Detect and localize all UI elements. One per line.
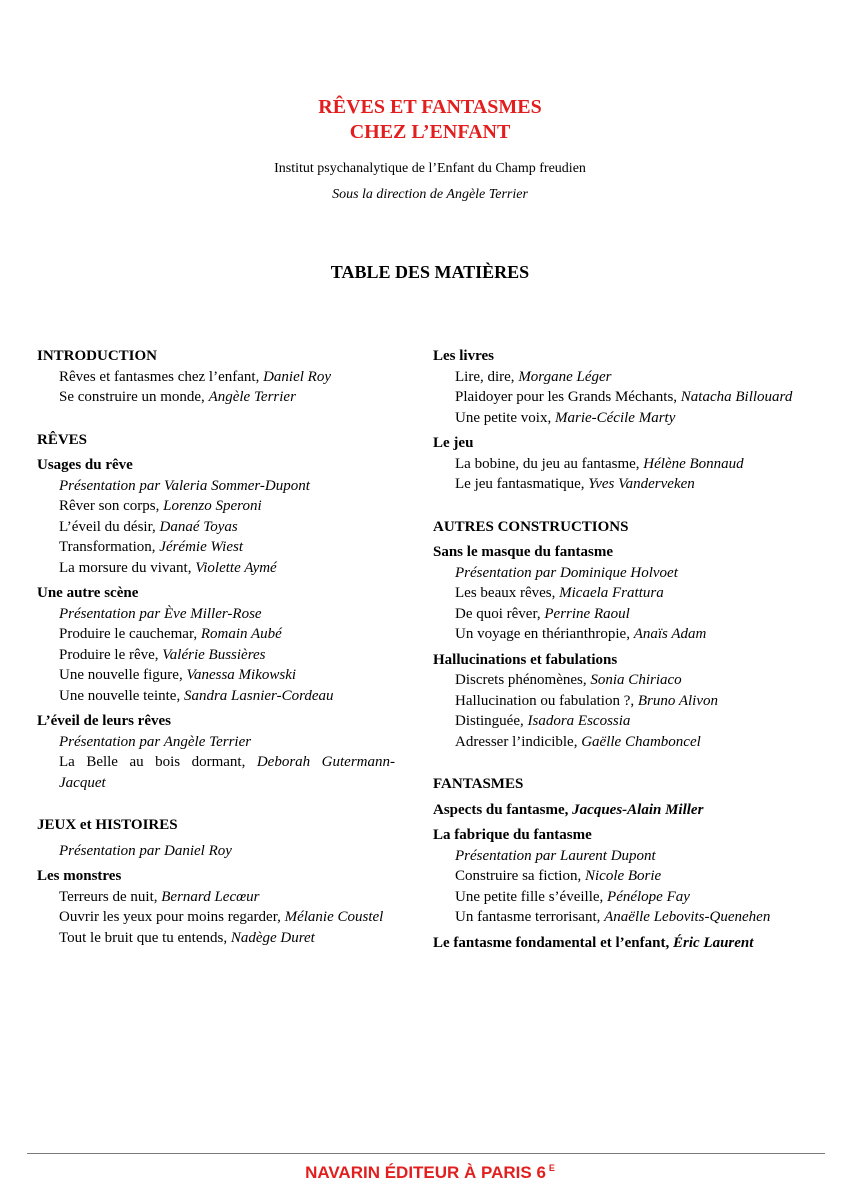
entry-title: De quoi rêver, [455, 605, 545, 622]
toc-entry [37, 558, 395, 579]
group-title [433, 800, 813, 821]
toc-entry [37, 686, 395, 707]
group-title [433, 650, 813, 671]
group-title-text: Les livres [433, 348, 494, 364]
toc-entry [433, 583, 813, 604]
section-title: FANTASMES [433, 776, 524, 792]
entry-author: Valérie Bussières [162, 646, 266, 663]
publisher-superscript: E [548, 1163, 555, 1174]
toc-section [37, 430, 395, 794]
toc-entry [37, 604, 395, 625]
toc-section [37, 346, 395, 408]
direction-line: Sous la direction de Angèle Terrier [332, 187, 528, 202]
entry-author: Bruno Alivon [637, 692, 719, 709]
toc-group [37, 866, 395, 948]
footer-divider [27, 1153, 825, 1154]
toc-entry [37, 387, 395, 408]
group-title [37, 711, 395, 732]
entry-author: Jérémie Wiest [159, 539, 243, 555]
toc-section [433, 517, 813, 753]
toc-entry [433, 387, 813, 408]
entry-title: Un fantasme terrorisant, [455, 909, 605, 925]
toc-entry [37, 496, 395, 517]
entry-author: Perrine Raoul [544, 605, 630, 622]
toc-group [433, 800, 813, 821]
toc-group [37, 455, 395, 578]
toc-entry [37, 517, 395, 538]
entry-author: Pénélope Fay [607, 888, 690, 905]
toc-entry [433, 454, 813, 475]
entry-author: Anaëlle Lebovits-Quenehen [604, 909, 771, 925]
toc-heading: TABLE DES MATIÈRES [330, 262, 530, 282]
toc-group [433, 650, 813, 753]
group-title-text: La fabrique du fantasme [433, 827, 592, 843]
publisher-footer [0, 1163, 860, 1183]
group-title-text: Le jeu [433, 435, 474, 451]
toc-group [37, 711, 395, 793]
group-title-text: L’éveil de leurs rêves [37, 713, 171, 729]
book-title-line1: RÊVES ET FANTASMES [318, 96, 542, 118]
entry-author: Nicole Borie [584, 868, 662, 884]
entry-author: Romain Aubé [200, 626, 282, 642]
entry-author: Marie-Cécile Marty [554, 409, 676, 426]
toc-entry [433, 846, 813, 867]
presentation-line: Présentation par Dominique Holvoet [455, 564, 678, 581]
entry-author: Anaïs Adam [633, 626, 707, 642]
entry-title: La bobine, du jeu au fantasme, [455, 455, 644, 472]
toc-entry [37, 665, 395, 686]
toc-entry [37, 537, 395, 558]
toc-entry [433, 711, 813, 732]
entry-author: Vanessa Mikowski [186, 667, 297, 683]
entry-author: Hélène Bonnaud [643, 455, 744, 472]
header [0, 95, 860, 203]
entry-title: Construire sa fiction, [455, 868, 585, 884]
entry-author: Sonia Chiriaco [590, 672, 682, 688]
book-title-line2: CHEZ L’ENFANT [349, 121, 511, 143]
entry-title: Une nouvelle figure, [59, 667, 187, 683]
entry-title: Une nouvelle teinte, [59, 687, 184, 704]
entry-author: Micaela Frattura [559, 585, 664, 601]
entry-author: Nadège Duret [230, 929, 315, 946]
toc-entry [37, 907, 395, 928]
group-title [37, 455, 395, 476]
toc-entry [433, 367, 813, 388]
entry-title: Tout le bruit que tu entends, [59, 929, 231, 946]
entry-title: Une petite fille s’éveille, [455, 888, 608, 905]
presentation-line: Présentation par Ève Miller-Rose [59, 605, 262, 622]
toc-right-column [433, 346, 813, 975]
toc-entry [433, 624, 813, 645]
group-title-text: Usages du rêve [37, 457, 133, 473]
entry-author: Bernard Lecœur [161, 888, 260, 905]
section-title: INTRODUCTION [37, 348, 158, 364]
entry-title: L’éveil du désir, [59, 518, 160, 535]
toc-group [37, 583, 395, 706]
entry-title: La morsure du vivant, [59, 559, 196, 576]
section-title: AUTRES CONSTRUCTIONS [433, 518, 629, 535]
section-title: RÊVES [37, 431, 88, 448]
section-title: JEUX et HISTOIRES [37, 817, 178, 833]
group-title [433, 433, 813, 454]
toc-section [433, 774, 813, 953]
toc-entry [37, 367, 395, 388]
entry-title: Ouvrir les yeux pour moins regarder, [59, 909, 285, 925]
toc-entry [433, 732, 813, 753]
toc-entry [433, 866, 813, 887]
group-title [433, 933, 813, 954]
presentation-line: Présentation par Laurent Dupont [455, 847, 656, 864]
entry-title: Rêves et fantasmes chez l’enfant, [59, 368, 264, 385]
toc-entry [433, 907, 813, 928]
entry-title: La Belle au bois dormant, [59, 754, 257, 770]
toc-entry [37, 476, 395, 497]
toc-entry [433, 474, 813, 495]
entry-title: Plaidoyer pour les Grands Méchants, [455, 389, 681, 405]
entry-title: Discrets phénomènes, [455, 672, 591, 688]
group-title-author: Jacques-Alain Miller [572, 801, 704, 818]
toc-left-column [37, 346, 395, 970]
group-title-author: Éric Laurent [672, 934, 754, 951]
entry-title: Le jeu fantasmatique, [455, 476, 589, 492]
entry-author: Isadora Escossia [527, 713, 631, 729]
toc-group [433, 346, 813, 428]
group-title [433, 542, 813, 563]
toc-group [433, 825, 813, 928]
toc-entry [37, 752, 395, 793]
entry-title: Hallucination ou fabulation ?, [455, 692, 638, 709]
group-title-text: Hallucinations et fabulations [433, 651, 618, 668]
toc-entry [433, 604, 813, 625]
entry-title: Les beaux rêves, [455, 585, 560, 601]
entry-title: Un voyage en thérianthropie, [455, 626, 634, 642]
group-title-text: Une autre scène [37, 585, 139, 601]
group-title [37, 583, 395, 604]
toc-entry [433, 563, 813, 584]
group-title [433, 825, 813, 846]
toc-entry [433, 887, 813, 908]
group-title-text: Le fantasme fondamental et l’enfant, [433, 934, 673, 951]
toc-group [433, 542, 813, 645]
presentation-line: Présentation par Valeria Sommer-Dupont [59, 477, 310, 494]
entry-author: Morgane Léger [518, 368, 612, 385]
toc-entry [37, 732, 395, 753]
entry-title: Produire le cauchemar, [59, 626, 201, 642]
entry-author: Violette Aymé [195, 559, 277, 576]
entry-author: Gaëlle Chamboncel [581, 733, 701, 750]
group-title-text: Les monstres [37, 868, 122, 884]
toc-entry [37, 841, 395, 862]
toc-entry [433, 691, 813, 712]
toc-entry [433, 408, 813, 429]
toc-entry [37, 645, 395, 666]
entry-author: Danaé Toyas [159, 518, 238, 535]
toc-entry [37, 887, 395, 908]
entry-title: Se construire un monde, [59, 389, 209, 405]
entry-author: Mélanie Coustel [284, 909, 384, 925]
entry-author: Angèle Terrier [208, 389, 296, 405]
entry-title: Lire, dire, [455, 368, 519, 385]
presentation-line: Présentation par Daniel Roy [59, 842, 232, 859]
toc-group [433, 933, 813, 954]
entry-title: Produire le rêve, [59, 646, 163, 663]
entry-author: Lorenzo Speroni [163, 498, 262, 514]
toc-entry [433, 670, 813, 691]
toc-section [37, 815, 395, 948]
entry-author: Deborah Gutermann-Jacquet [59, 754, 395, 791]
presentation-line: Présentation par Angèle Terrier [59, 733, 252, 750]
publisher-name: NAVARIN ÉDITEUR À PARIS 6 [305, 1163, 546, 1182]
entry-title: Terreurs de nuit, [59, 888, 162, 905]
toc-entry [37, 624, 395, 645]
entry-author: Yves Vanderveken [588, 476, 695, 492]
entry-title: Distinguée, [455, 713, 528, 729]
toc-section [433, 346, 813, 495]
toc-entry [37, 928, 395, 949]
entry-title: Transformation, [59, 539, 160, 555]
entry-title: Rêver son corps, [59, 498, 164, 514]
institute-line: Institut psychanalytique de l’Enfant du Champ freudien [274, 161, 586, 176]
group-title [433, 346, 813, 367]
entry-author: Sandra Lasnier-Cordeau [183, 687, 334, 704]
entry-author: Natacha Billouard [680, 389, 793, 405]
group-title-text: Sans le masque du fantasme [433, 544, 614, 560]
group-title [37, 866, 395, 887]
toc-group [433, 433, 813, 495]
entry-title: Adresser l’indicible, [455, 733, 582, 750]
entry-title: Une petite voix, [455, 409, 555, 426]
group-title-text: Aspects du fantasme, [433, 801, 573, 818]
entry-author: Daniel Roy [263, 368, 331, 385]
